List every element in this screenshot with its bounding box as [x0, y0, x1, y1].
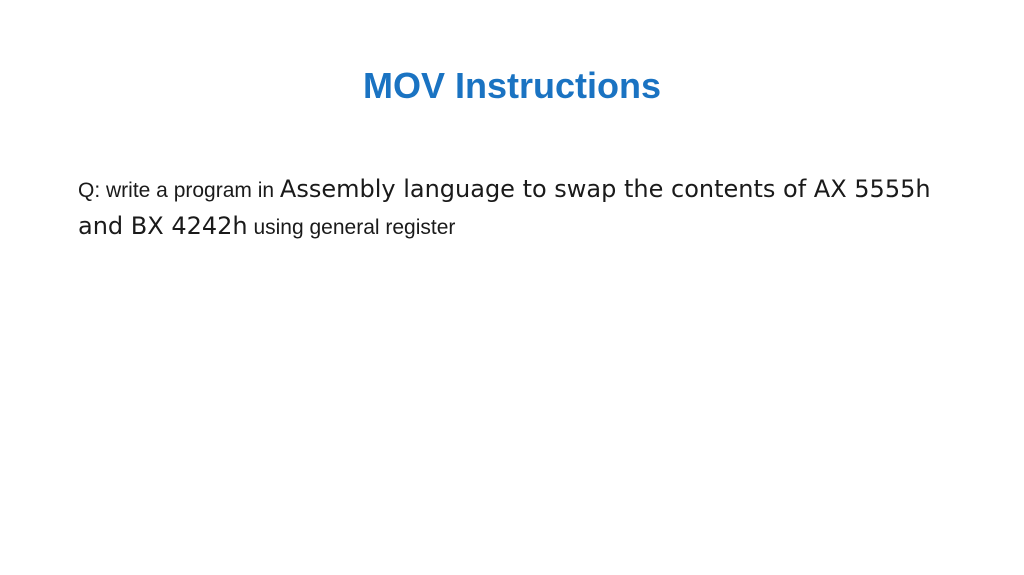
- question-text: [78, 172, 958, 246]
- question-main: Assembly language to swap the contents of AX 5555h and BX 4242h: [78, 175, 931, 240]
- slide-title: MOV Instructions: [362, 65, 662, 106]
- question-suffix: using general register: [247, 216, 456, 239]
- question-prefix: Q: write a program in: [78, 179, 280, 202]
